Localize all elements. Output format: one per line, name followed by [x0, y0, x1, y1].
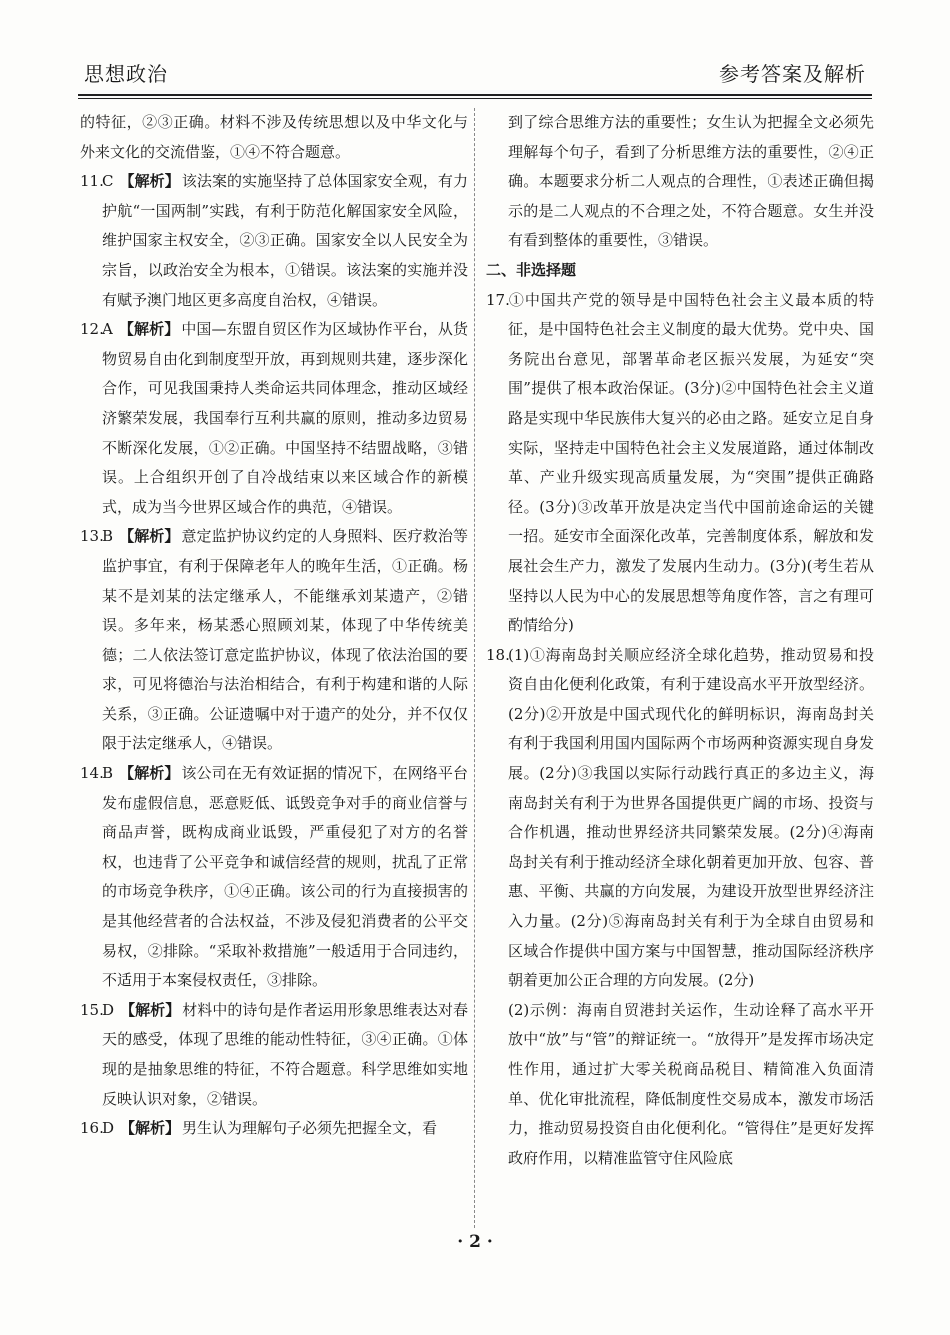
section-title: 二、非选择题: [486, 260, 577, 279]
continuation-text-right: 到了综合思维方法的重要性；女生认为把握全文必须先理解每个句子，看到了分析思维方法的重要性，②④正确。本题要求分析二人观点的合理性，①表述正确但揭示的是二人观点的不合理之处，不符合题意。女生并没有看到整体的重要性，③错误。: [508, 113, 874, 250]
answer-item-17: 17.①中国共产党的领导是中国特色社会主义最本质的特征，是中国特色社会主义制度的最大优势。党中央、国务院出台意见，部署革命老区振兴发展，为延安“突围”提供了根本政治保证。(3分)②中国特色社会主义道路是实现中华民族伟大复兴的必由之路。延安立足自身实际，坚持走中国特色社会主义发展道路，通过体制改革、产业升级实现高质量发展，为“突围”提供正确路径。(3分)③改革开放是决定当代中国前途命运的关键一招。延安市全面深化改革，完善制度体系，解放和发展社会生产力，激发了发展内生动力。(3分)(考生若从坚持以人民为中心的发展思想等角度作答，言之有理可酌情给分): [486, 290, 874, 635]
answer-item-14: 14.B 【解析】 该公司在无有效证据的情况下，在网络平台发布虚假信息，恶意贬低、诋毁竞争对手的商业信誉与商品声誉，既构成商业诋毁，严重侵犯了对方的名誉权，也违背了公平竞争和诚信经营的规则，扰乱了正常的市场竞争秩序，①④正确。该公司的行为直接损害的是其他经营者的合法权益，不涉及侵犯消费者的公平交易权，②排除。“采取补救措施”一般适用于合同违约，不适用于本案侵权责任，③排除。: [80, 764, 468, 990]
left-column: [80, 108, 468, 1228]
page-header: [78, 58, 872, 92]
right-column: [486, 108, 874, 1228]
header-title: 参考答案及解析: [719, 62, 866, 86]
answer-item-13: 13.B 【解析】 意定监护协议约定的人身照料、医疗救治等监护事宜，有利于保障老年人的晚年生活，①正确。杨某不是刘某的法定继承人，不能继承刘某遗产，②错误。多年来，杨某悉心照顾刘某，体现了中华传统美德；二人依法签订意定监护协议，体现了依法治国的要求，可见将德治与法治相结合，有利于构建和谐的人际关系，③正确。公证遗嘱中对于遗产的处分，并不仅仅限于法定继承人，④错误。: [80, 527, 468, 753]
column-divider: [474, 108, 475, 1228]
page-number: · 2 ·: [457, 1232, 493, 1252]
answer-item-15: 15.D 【解析】 材料中的诗句是作者运用形象思维表达对春天的感受，体现了思维的能动性特征，③④正确。①体现的是抽象思维的特征，不符合题意。科学思维如实地反映认识对象，②错误。: [80, 1000, 468, 1108]
subject-label: 思想政治: [84, 62, 168, 86]
answer-item-18-part2: (2)示例：海南自贸港封关运作，生动诠释了高水平开放中“放”与“管”的辩证统一。“放得开”是发挥市场决定性作用，通过扩大零关税商品税目、精简准入负面清单、优化审批流程，降低制度性交易成本，激发市场活力，推动贸易投资自由化便利化。“管得住”是更好发挥政府作用，以精准监管守住风险底: [508, 1000, 874, 1167]
answer-item-18: 18.(1)①海南岛封关顺应经济全球化趋势，推动贸易和投资自由化便利化政策，有利于建设高水平开放型经济。(2分)②开放是中国式现代化的鲜明标识，海南岛封关有利于我国利用国内国际两个市场两种资源实现自身发展。(2分)③我国以实际行动践行真正的多边主义，海南岛封关有利于为世界各国提供更广阔的市场、投资与合作机遇，推动世界经济共同繁荣发展。(2分)④海南岛封关有利于推动经济全球化朝着更加开放、包容、普惠、平衡、共赢的方向发展，为建设开放型世界经济注入力量。(2分)⑤海南岛封关有利于为全球自由贸易和区域合作提供中国方案与中国智慧，推动国际经济秩序朝着更加公正合理的方向发展。(2分): [486, 645, 874, 990]
answer-item-16: 16.D 【解析】 男生认为理解句子必须先把握全文，看: [80, 1119, 438, 1138]
header-rule: [78, 94, 872, 96]
answer-item-12: 12.A 【解析】 中国—东盟自贸区作为区域协作平台，从货物贸易自由化到制度型开放，再到规则共建，逐步深化合作，可见我国秉持人类命运共同体理念，推动区域经济繁荣发展，我国奉行互利共赢的原则，推动多边贸易不断深化发展，①②正确。中国坚持不结盟战略，③错误。上合组织开创了自冷战结束以来区域合作的新模式，成为当今世界区域合作的典范，④错误。: [80, 320, 468, 516]
continuation-text: 的特征，②③正确。材料不涉及传统思想以及中华文化与外来文化的交流借鉴，①④不符合题意。: [80, 113, 468, 161]
header-rule-thin: [78, 98, 872, 99]
answer-item-11: 11.C 【解析】 该法案的实施坚持了总体国家安全观，有力护航“一国两制”实践，有利于防范化解国家安全风险，维护国家主权安全，②③正确。国家安全以人民安全为宗旨，以政治安全为根本，①错误。该法案的实施并没有赋予澳门地区更多高度自治权，④错误。: [80, 172, 468, 309]
